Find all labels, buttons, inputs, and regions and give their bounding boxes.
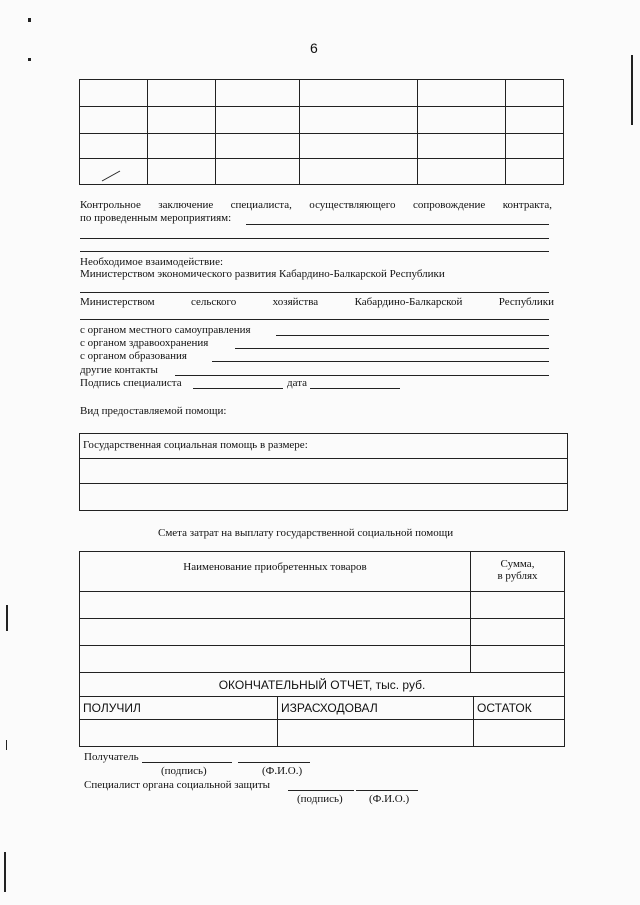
table-cell bbox=[506, 134, 564, 159]
scan-edge-mark bbox=[6, 740, 7, 750]
education-label: с органом образования bbox=[80, 350, 187, 362]
table-cell bbox=[216, 107, 300, 134]
final-report-title: ОКОНЧАТЕЛЬНЫЙ ОТЧЕТ, тыс. руб. bbox=[218, 677, 426, 692]
assistance-title: Вид предоставляемой помощи: bbox=[80, 405, 227, 417]
ministry-agri-word: Республики bbox=[498, 296, 554, 308]
conclusion-word: контракта, bbox=[502, 199, 552, 211]
conclusion-line-1 bbox=[80, 199, 552, 211]
specialist-signature-line[interactable] bbox=[193, 388, 283, 389]
conclusion-word: Контрольное bbox=[80, 199, 141, 211]
interaction-title: Необходимое взаимодействие: bbox=[80, 256, 224, 268]
specialist-name-line[interactable] bbox=[356, 790, 418, 791]
conclusion-line-2: по проведенным мероприятиям: bbox=[80, 212, 232, 224]
scan-speck bbox=[28, 58, 31, 61]
conclusion-word: сопровождение bbox=[412, 199, 486, 211]
sum-header: Сумма, в рублях bbox=[497, 558, 538, 582]
table-cell bbox=[80, 134, 148, 159]
specialist-signature-hint: (подпись) bbox=[297, 793, 343, 805]
table-cell bbox=[506, 80, 564, 107]
table-cell bbox=[418, 159, 506, 185]
table-cell bbox=[418, 107, 506, 134]
assistance-amount-cell[interactable] bbox=[80, 459, 568, 484]
spent-cell bbox=[278, 697, 474, 720]
table-cell bbox=[148, 134, 216, 159]
education-line[interactable] bbox=[212, 361, 549, 362]
ministry-agri-word: сельского bbox=[190, 296, 237, 308]
table-cell bbox=[216, 134, 300, 159]
received-label: ПОЛУЧИЛ bbox=[83, 701, 141, 715]
assistance-label: Государственная социальная помощь в размере: bbox=[83, 439, 308, 451]
page-number: 6 bbox=[310, 40, 318, 56]
recipient-name-hint: (Ф.И.О.) bbox=[262, 765, 303, 777]
conclusion-blank-line[interactable] bbox=[80, 238, 549, 239]
goods-cell[interactable] bbox=[80, 592, 471, 619]
table-cell bbox=[506, 107, 564, 134]
ministry-agri-word: хозяйства bbox=[272, 296, 319, 308]
goods-cell[interactable] bbox=[80, 619, 471, 646]
health-line[interactable] bbox=[235, 348, 549, 349]
sum-header-cell bbox=[471, 552, 565, 592]
table-cell bbox=[300, 159, 418, 185]
table-cell bbox=[418, 80, 506, 107]
scan-edge-mark bbox=[4, 852, 6, 892]
date-line[interactable] bbox=[310, 388, 400, 389]
assistance-table bbox=[79, 433, 568, 511]
sum-cell[interactable] bbox=[471, 619, 565, 646]
ministry-agri-line[interactable] bbox=[80, 319, 549, 320]
specialist-signature-line[interactable] bbox=[288, 790, 354, 791]
ministry-economy-line[interactable] bbox=[80, 292, 549, 293]
table-cell bbox=[300, 134, 418, 159]
recipient-name-line[interactable] bbox=[238, 762, 310, 763]
local-gov-line[interactable] bbox=[276, 335, 549, 336]
table-cell bbox=[148, 159, 216, 185]
pen-stroke bbox=[80, 159, 147, 185]
assistance-amount-cell[interactable] bbox=[80, 484, 568, 511]
other-contacts-line[interactable] bbox=[175, 375, 549, 376]
scan-edge-mark bbox=[6, 605, 8, 631]
specialist-label: Специалист органа социальной защиты bbox=[84, 779, 271, 791]
conclusion-word: специалиста, bbox=[230, 199, 292, 211]
health-label: с органом здравоохранения bbox=[80, 337, 209, 349]
table-cell bbox=[300, 80, 418, 107]
received-cell bbox=[80, 697, 278, 720]
table-cell bbox=[506, 159, 564, 185]
table-cell bbox=[80, 80, 148, 107]
other-contacts-label: другие контакты bbox=[80, 364, 158, 376]
goods-cell[interactable] bbox=[80, 646, 471, 673]
balance-cell bbox=[474, 697, 565, 720]
balance-value-cell[interactable] bbox=[474, 720, 565, 747]
conclusion-blank-line[interactable] bbox=[246, 224, 549, 225]
spent-value-cell[interactable] bbox=[278, 720, 474, 747]
estimate-table bbox=[79, 551, 565, 673]
ministry-agri-label bbox=[80, 296, 554, 308]
table-cell bbox=[418, 134, 506, 159]
sum-cell[interactable] bbox=[471, 646, 565, 673]
ministry-agri-word: Кабардино-Балкарской bbox=[354, 296, 463, 308]
assistance-label-cell bbox=[80, 434, 568, 459]
sum-cell[interactable] bbox=[471, 592, 565, 619]
recipient-signature-hint: (подпись) bbox=[161, 765, 207, 777]
scan-speck bbox=[28, 18, 31, 22]
conclusion-word: заключение bbox=[158, 199, 214, 211]
scan-edge-mark bbox=[631, 55, 633, 125]
table-cell bbox=[216, 159, 300, 185]
ministry-economy-label: Министерством экономического развития Кабардино-Балкарской Республики bbox=[80, 268, 445, 280]
balance-label: ОСТАТОК bbox=[477, 701, 532, 715]
top-grid-table bbox=[79, 79, 564, 185]
estimate-title: Смета затрат на выплату государственной социальной помощи bbox=[158, 527, 454, 539]
conclusion-blank-line[interactable] bbox=[80, 251, 549, 252]
received-value-cell[interactable] bbox=[80, 720, 278, 747]
goods-header: Наименование приобретенных товаров bbox=[183, 561, 367, 573]
ministry-agri-word: Министерством bbox=[80, 296, 155, 308]
goods-header-cell bbox=[80, 552, 471, 592]
table-cell bbox=[80, 159, 148, 185]
table-cell bbox=[216, 80, 300, 107]
final-report-table bbox=[79, 672, 565, 747]
table-cell bbox=[80, 107, 148, 134]
table-cell bbox=[148, 107, 216, 134]
local-gov-label: с органом местного самоуправления bbox=[80, 324, 251, 336]
specialist-signature-label: Подпись специалиста bbox=[80, 377, 182, 389]
spent-label: ИЗРАСХОДОВАЛ bbox=[281, 701, 378, 715]
final-report-cell bbox=[80, 673, 565, 697]
table-cell bbox=[300, 107, 418, 134]
specialist-name-hint: (Ф.И.О.) bbox=[369, 793, 410, 805]
recipient-label: Получатель bbox=[84, 751, 139, 763]
recipient-signature-line[interactable] bbox=[142, 762, 232, 763]
conclusion-word: осуществляющего bbox=[309, 199, 396, 211]
date-label: дата bbox=[287, 377, 308, 389]
table-cell bbox=[148, 80, 216, 107]
